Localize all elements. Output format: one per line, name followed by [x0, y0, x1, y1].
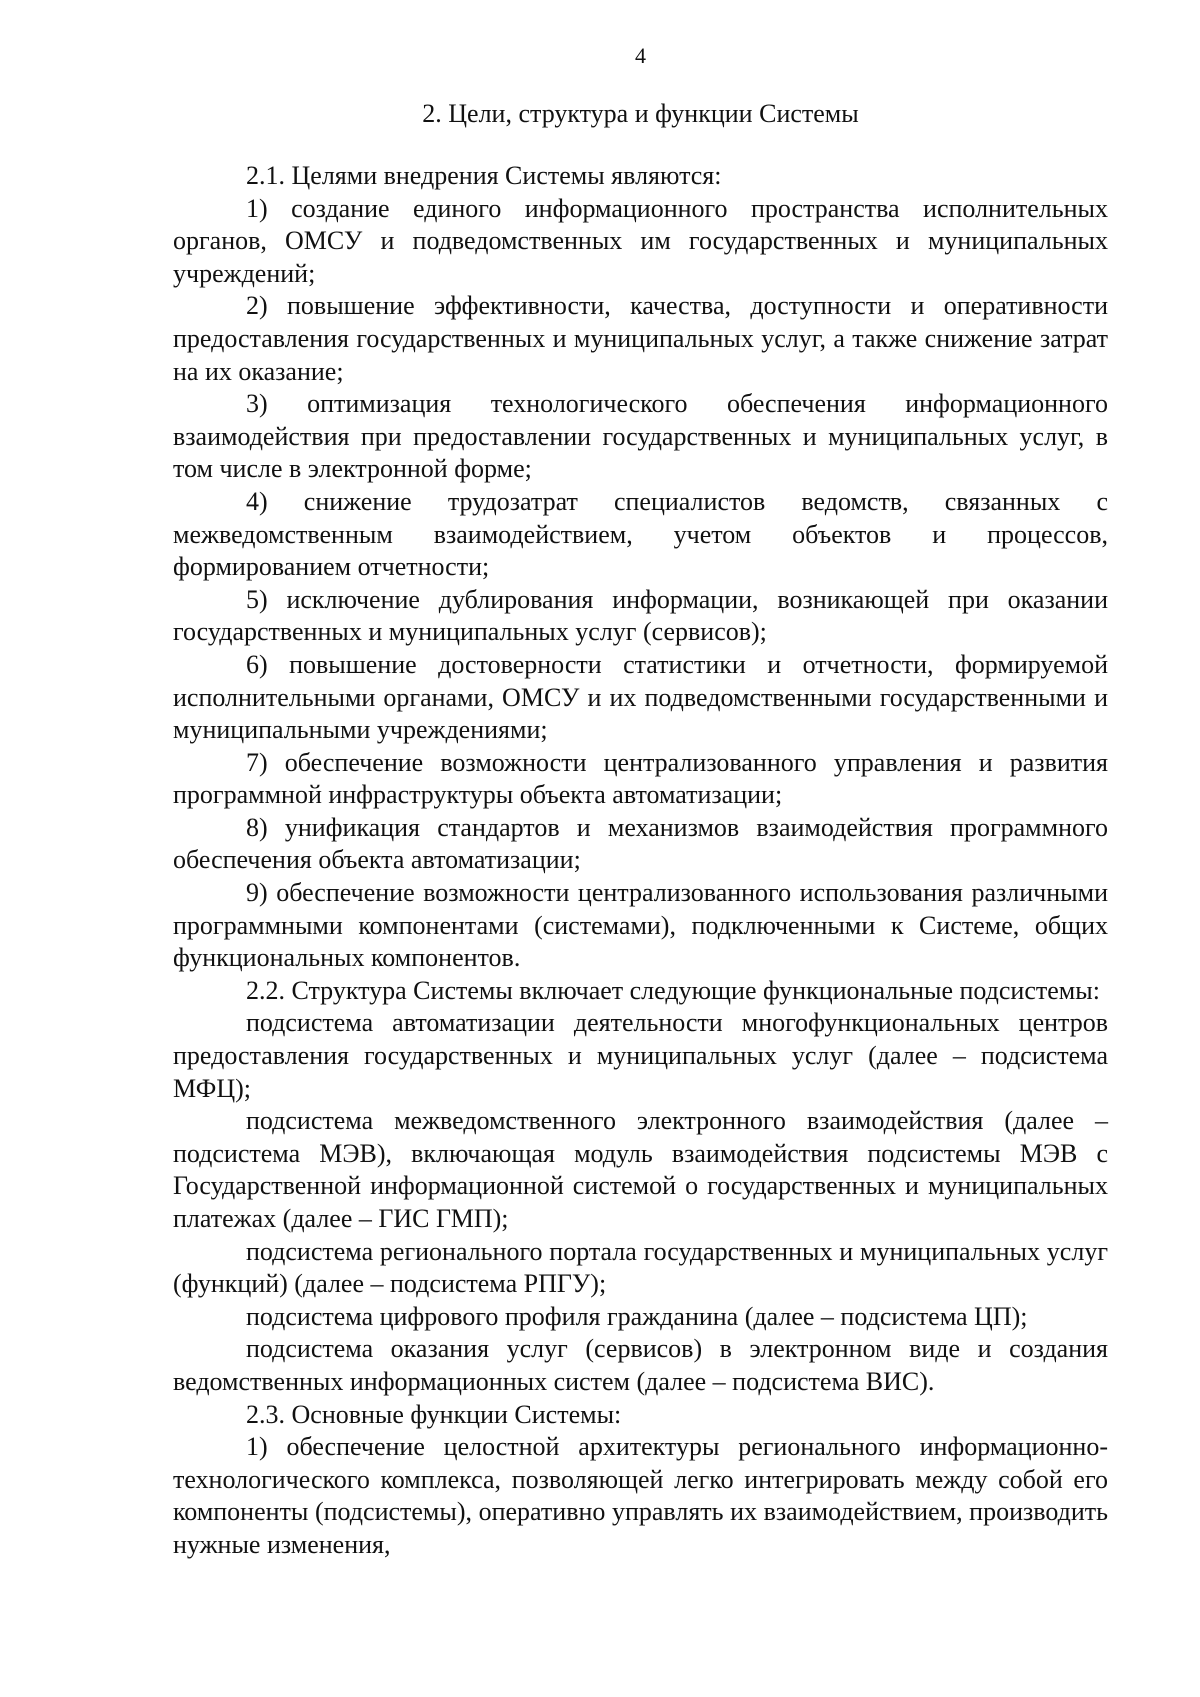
paragraph-subsystem-cp: подсистема цифрового профиля гражданина (далее – подсистема ЦП); — [246, 1301, 1028, 1331]
paragraph-subsystem-vis: подсистема оказания услуг (сервисов) в электронном виде и создания ведомственных информационных систем (далее – подсистема ВИС). — [173, 1334, 1108, 1396]
paragraph-goal-7: 7) обеспечение возможности централизованного управления и развития программной инфраструктуры объекта автоматизации; — [173, 747, 1108, 810]
page-number: 4 — [635, 43, 646, 68]
paragraph-goal-3: 3) оптимизация технологического обеспечения информационного взаимодействия при предоставлении государственных и муниципальных услуг, в том числе в электронной форме; — [173, 389, 1108, 484]
paragraph-functions-intro: 2.3. Основные функции Системы: — [246, 1399, 622, 1429]
paragraph-function-1: 1) обеспечение целостной архитектуры регионального информационно-технологического комплекса, позволяющей легко интегрировать между собой его компоненты (подсистемы), оперативно управлять их взаимодействием, производить нужные изменения, — [173, 1432, 1108, 1559]
document-page — [173, 40, 1108, 1562]
paragraph-goal-2: 2) повышение эффективности, качества, доступности и оперативности предоставления государственных и муниципальных услуг, а также снижение затрат на их оказание; — [173, 291, 1108, 386]
paragraph-goal-4: 4) снижение трудозатрат специалистов ведомств, связанных с межведомственным взаимодействием, учетом объектов и процессов, формированием отчетности; — [173, 486, 1108, 582]
paragraph-goal-9: 9) обеспечение возможности централизованного использования различными программными компонентами (системами), подключенными к Системе, общих функциональных компонентов. — [173, 878, 1108, 973]
paragraph-subsystem-mfc: подсистема автоматизации деятельности многофункциональных центров предоставления государственных и муниципальных услуг (далее – подсистема МФЦ); — [173, 1008, 1108, 1103]
paragraph-goals-intro: 2.1. Целями внедрения Системы являются: — [246, 161, 722, 190]
paragraph-structure-intro: 2.2. Структура Системы включает следующие функциональные подсистемы: — [246, 975, 1100, 1005]
paragraph-goal-6: 6) повышение достоверности статистики и отчетности, формируемой исполнительными органами, ОМСУ и их подведомственными государственными и муниципальными учреждениями; — [173, 649, 1108, 745]
paragraph-subsystem-mev: подсистема межведомственного электронного взаимодействия (далее – подсистема МЭВ), включающая модуль взаимодействия подсистемы МЭВ с Государственной информационной системой о государственных и муниципальных платежах (далее – ГИС ГМП); — [173, 1106, 1108, 1233]
paragraph-subsystem-rpgu: подсистема регионального портала государственных и муниципальных услуг (функций) (далее – подсистема РПГУ); — [173, 1236, 1108, 1299]
paragraph-goal-1: 1) создание единого информационного пространства исполнительных органов, ОМСУ и подведомственных им государственных и муниципальных учреждений; — [173, 193, 1108, 288]
paragraph-goal-8: 8) унификация стандартов и механизмов взаимодействия программного обеспечения объекта автоматизации; — [173, 812, 1108, 875]
paragraph-goal-5: 5) исключение дублирования информации, возникающей при оказании государственных и муниципальных услуг (сервисов); — [173, 584, 1108, 647]
section-title: 2. Цели, структура и функции Системы — [422, 99, 859, 128]
